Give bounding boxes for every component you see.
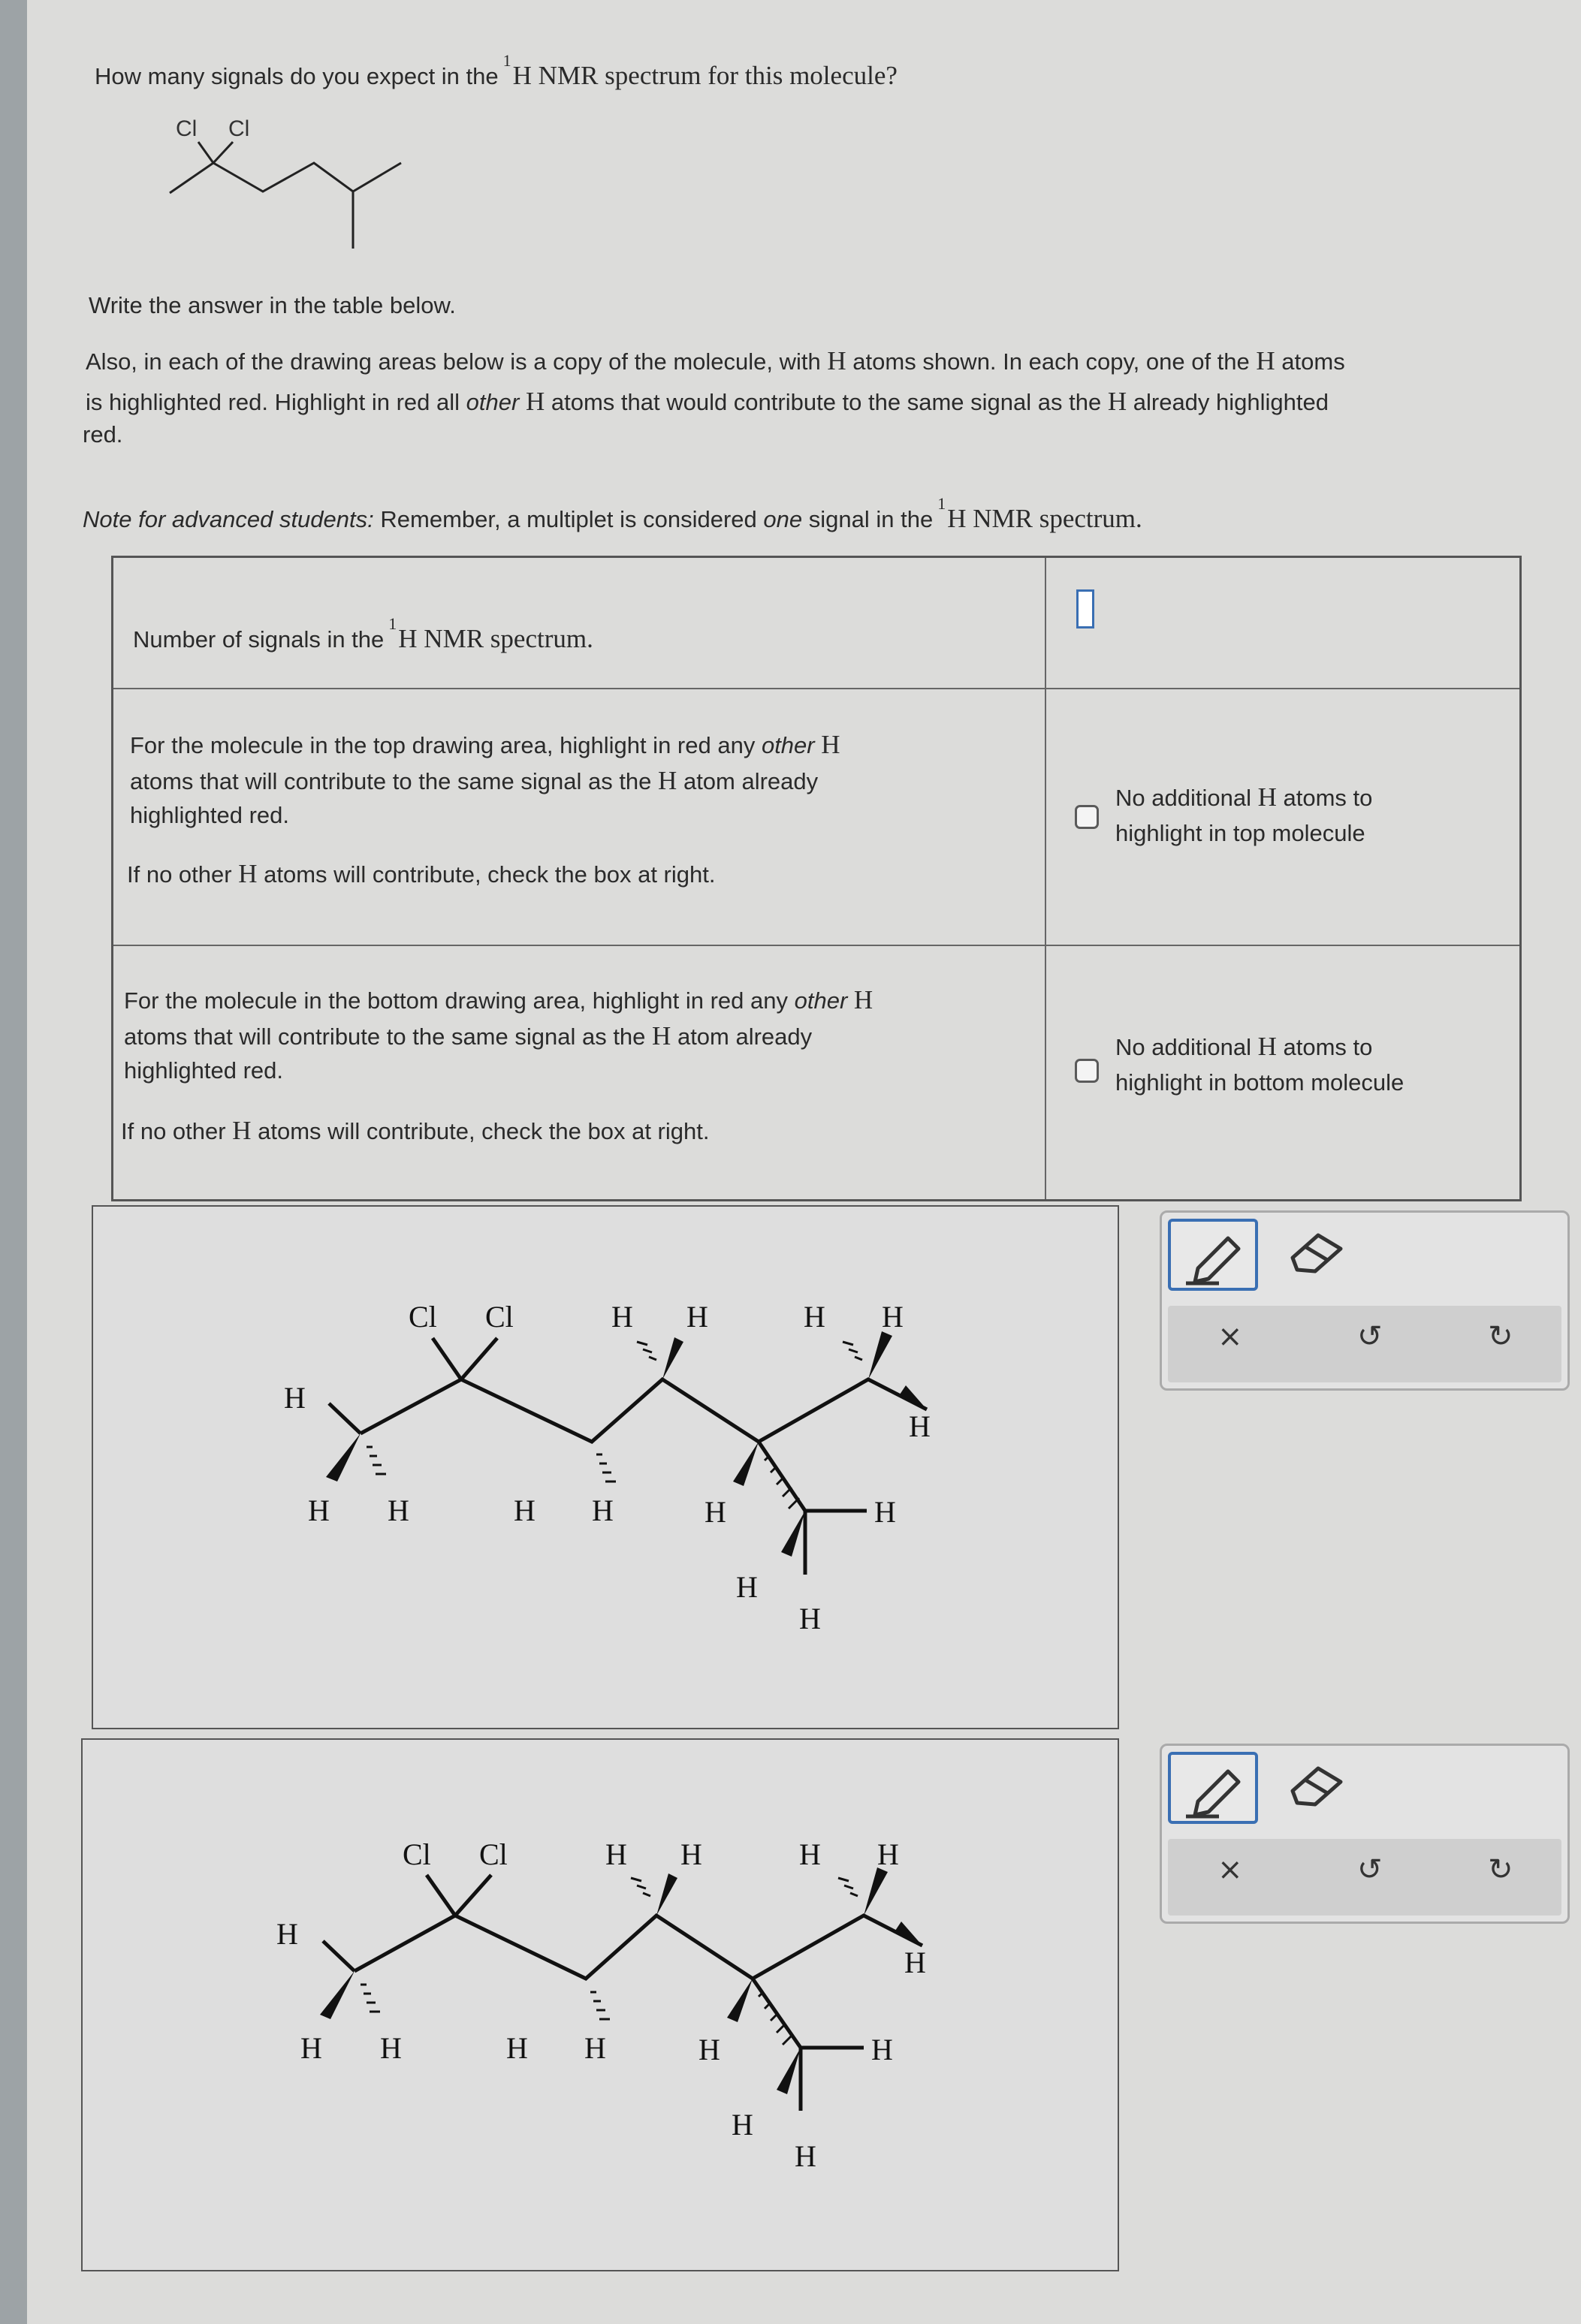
bottom-cl-2: Cl — [479, 1837, 508, 1871]
bottom-h-12[interactable]: H — [799, 1837, 821, 1871]
row-number-of-signals — [113, 558, 1519, 689]
top-clear-button[interactable]: × — [1217, 1319, 1243, 1354]
bottom-pencil-button[interactable] — [1168, 1752, 1258, 1824]
top-h-2[interactable]: H — [308, 1494, 330, 1527]
bottom-h-10[interactable]: H — [795, 2139, 816, 2173]
row-bottom-molecule — [113, 946, 1519, 1204]
signals-label: Number of signals in the$^1$H NMR spectrum. — [133, 614, 593, 653]
top-drawing-area[interactable] — [92, 1205, 1119, 1729]
bottom-h-4[interactable]: H — [506, 2031, 528, 2065]
bottom-cl-1: Cl — [403, 1837, 431, 1871]
pencil-icon — [1171, 1755, 1255, 1821]
top-h-6[interactable]: H — [611, 1300, 633, 1334]
top-toolbar — [1160, 1210, 1570, 1391]
bottom-h-9[interactable]: H — [732, 2108, 753, 2142]
top-row-line-2: atoms that will contribute to the same signal as the H atom already — [130, 766, 819, 795]
bottom-clear-button[interactable]: × — [1217, 1852, 1243, 1887]
instructions-line-3: red. — [83, 421, 123, 448]
top-cl-1: Cl — [409, 1300, 437, 1334]
top-h-5[interactable]: H — [592, 1494, 614, 1527]
bottom-drawing-area[interactable] — [81, 1738, 1119, 2271]
top-h-7[interactable]: H — [686, 1300, 708, 1334]
top-row-line-4: If no other H atoms will contribute, check the box at right. — [127, 859, 716, 888]
top-molecule[interactable] — [93, 1207, 1121, 1731]
bottom-h-5[interactable]: H — [584, 2031, 606, 2065]
top-h-4[interactable]: H — [514, 1494, 536, 1527]
bottom-h-1[interactable]: H — [276, 1917, 298, 1951]
preview-cl-1: Cl — [176, 116, 198, 141]
top-row-line-1: For the molecule in the top drawing area, highlight in red any other H — [130, 730, 840, 759]
top-pencil-button[interactable] — [1168, 1219, 1258, 1291]
browser-edge — [0, 0, 27, 2324]
answer-table — [111, 556, 1522, 1201]
top-undo-button[interactable]: ↺ — [1357, 1319, 1383, 1354]
top-eraser-button[interactable] — [1282, 1228, 1350, 1284]
molecule-preview — [150, 109, 421, 259]
instructions-line-1: Also, in each of the drawing areas below is a copy of the molecule, with H atoms shown. In each copy, one of the H atoms — [86, 346, 1345, 375]
top-h-12[interactable]: H — [804, 1300, 825, 1334]
top-h-3[interactable]: H — [388, 1494, 409, 1527]
no-additional-bottom-checkbox[interactable] — [1075, 1059, 1099, 1083]
bottom-h-8[interactable]: H — [698, 2033, 720, 2066]
top-h-8[interactable]: H — [705, 1495, 726, 1529]
bottom-h-14[interactable]: H — [904, 1946, 926, 1979]
eraser-icon — [1282, 1228, 1350, 1280]
bottom-h-11[interactable]: H — [871, 2033, 893, 2066]
bottom-redo-button[interactable]: ↻ — [1488, 1852, 1513, 1887]
no-additional-top-label: No additional H atoms to highlight in top molecule — [1115, 782, 1373, 846]
top-cl-2: Cl — [485, 1300, 514, 1334]
signals-answer-input[interactable] — [1076, 589, 1094, 628]
bottom-tool-row — [1168, 1839, 1561, 1916]
instructions-line-2: is highlighted red. Highlight in red all other H atoms that would contribute to the same signal as the H already highlighted — [86, 387, 1329, 416]
bottom-undo-button[interactable]: ↺ — [1357, 1852, 1383, 1887]
bottom-toolbar — [1160, 1744, 1570, 1924]
no-additional-bottom-label: No additional H atoms to highlight in bottom molecule — [1115, 1032, 1404, 1096]
bottom-row-line-1: For the molecule in the bottom drawing area, highlight in red any other H — [124, 985, 873, 1014]
question-text: How many signals do you expect in the$^1$H NMR spectrum for this molecule? — [95, 51, 898, 90]
top-tool-row — [1168, 1306, 1561, 1382]
top-h-1[interactable]: H — [284, 1381, 306, 1415]
top-redo-button[interactable]: ↻ — [1488, 1319, 1513, 1354]
preview-cl-2: Cl — [228, 116, 250, 141]
bottom-eraser-button[interactable] — [1282, 1761, 1350, 1817]
write-answer-text: Write the answer in the table below. — [89, 292, 456, 318]
no-additional-top-checkbox[interactable] — [1075, 805, 1099, 829]
bottom-row-line-4: If no other H atoms will contribute, check the box at right. — [121, 1116, 710, 1145]
row-top-molecule — [113, 689, 1519, 946]
bottom-row-line-2: atoms that will contribute to the same signal as the H atom already — [124, 1021, 813, 1050]
bottom-h-6[interactable]: H — [605, 1837, 627, 1871]
top-row-line-3: highlighted red. — [130, 802, 289, 828]
bottom-h-7[interactable]: H — [680, 1837, 702, 1871]
eraser-icon — [1282, 1761, 1350, 1813]
top-h-9[interactable]: H — [736, 1570, 758, 1604]
top-h-10[interactable]: H — [799, 1602, 821, 1635]
bottom-h-3[interactable]: H — [380, 2031, 402, 2065]
top-h-14[interactable]: H — [909, 1409, 931, 1443]
bottom-row-line-3: highlighted red. — [124, 1057, 283, 1084]
bottom-molecule[interactable] — [83, 1740, 1121, 2273]
note-text: Note for advanced students: Remember, a multiplet is considered one signal in the$^1$H NMR spectrum. — [83, 494, 1142, 533]
bottom-h-13[interactable]: H — [877, 1837, 899, 1871]
top-h-13[interactable]: H — [882, 1300, 904, 1334]
pencil-icon — [1171, 1222, 1255, 1288]
bottom-h-2[interactable]: H — [300, 2031, 322, 2065]
top-h-11[interactable]: H — [874, 1495, 896, 1529]
